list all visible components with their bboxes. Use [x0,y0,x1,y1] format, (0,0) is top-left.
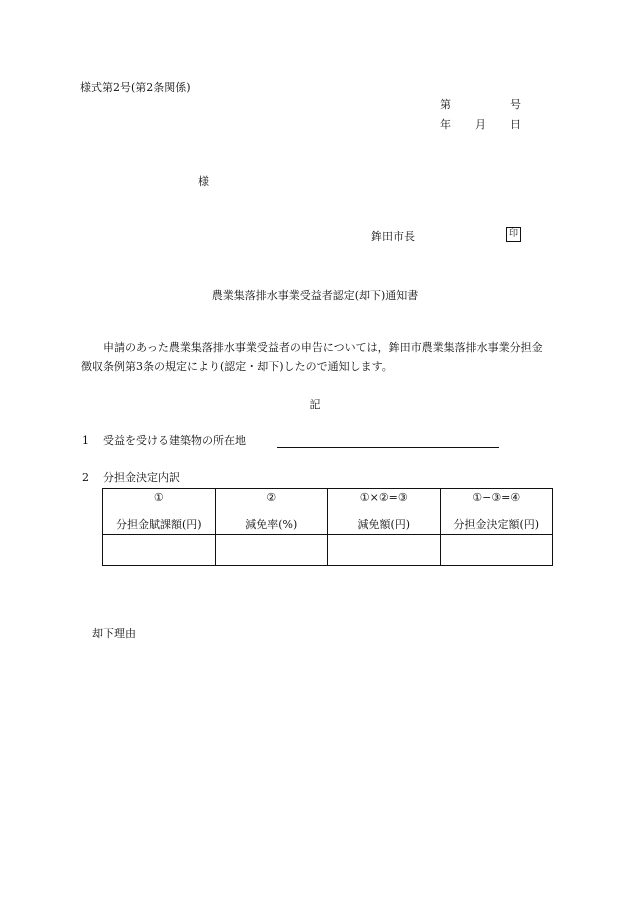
reject-reason-label: 却下理由 [92,627,136,640]
header-cell [215,489,328,535]
notice-body: 申請のあった農業集落排水事業受益者の申告については，鉾田市農業集落排水事業分担金徴収条例第3条の規定により(認定・却下)したので通知します。 [81,341,543,373]
issuer-title: 鉾田市長 [371,230,415,243]
addressee-suffix: 様 [198,175,209,188]
table-cell [440,535,553,566]
column-label: 減免額(円) [357,518,411,531]
date-month: 月 [475,118,486,131]
table-cell [328,535,441,566]
column-symbol: ① [153,491,164,504]
column-label: 分担金賦課額(円) [115,518,202,531]
table-header-row [103,489,553,535]
header-cell [440,489,553,535]
header-cell [103,489,216,535]
item2-number: 2 [82,471,89,484]
ki-heading: 記 [309,398,321,411]
location-blank-line [277,447,499,448]
item1-label: 受益を受ける建築物の所在地 [103,434,246,447]
column-symbol: ①×②=③ [359,491,408,504]
header-cell [328,489,441,535]
date-year: 年 [440,118,451,131]
column-label: 減免率(%) [245,518,298,531]
item2-label: 分担金決定内訳 [103,471,180,484]
column-symbol: ①−③=④ [472,491,521,504]
date-day: 日 [510,118,521,131]
seal-mark: 印 [506,227,521,242]
table-cell [215,535,328,566]
doc-number-suffix: 号 [510,98,521,111]
table-data-row [103,535,553,566]
column-symbol: ② [266,491,277,504]
breakdown-table [102,488,553,566]
item1-number: 1 [82,434,89,447]
form-number: 様式第2号(第2条関係) [80,81,191,94]
doc-number-prefix: 第 [440,98,451,111]
table-cell [103,535,216,566]
document-title: 農業集落排水事業受益者認定(却下)通知書 [211,289,419,302]
column-label: 分担金決定額(円) [453,518,540,531]
